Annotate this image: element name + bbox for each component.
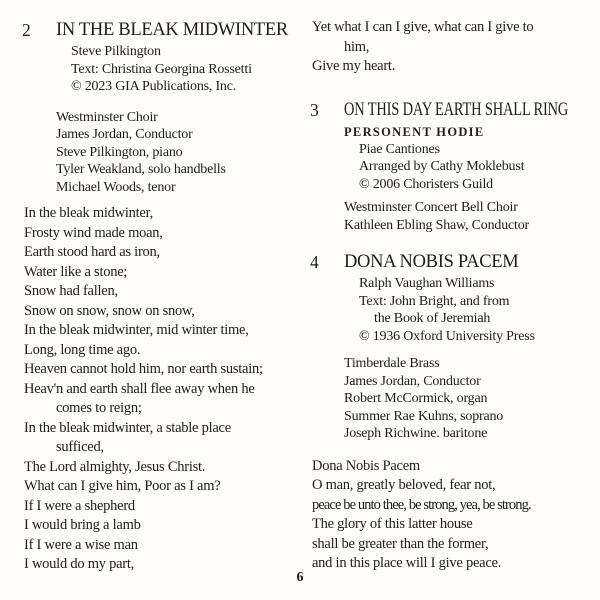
credit-line: © 2023 GIA Publications, Inc.: [71, 79, 237, 94]
lyric-line: and in this place will I give peace.: [312, 555, 502, 571]
lyric-line: Long, long time ago.: [24, 341, 141, 358]
track-2-header: [22, 17, 308, 43]
performer-line: James Jordan, Conductor: [344, 373, 481, 389]
track-4-performers: [310, 355, 598, 443]
lyric-line: comes to reign;: [56, 400, 142, 416]
lyric-line: The Lord almighty, Jesus Christ.: [24, 458, 206, 475]
track-4-lyrics: [310, 457, 598, 574]
track-subtitle: PERSONENT HODIE: [344, 124, 485, 139]
credit-line: the Book of Jeremiah: [374, 311, 491, 326]
track-3-section: [310, 97, 598, 235]
performer-line: James Jordan, Conductor: [56, 127, 193, 142]
lyric-line: Yet what I can I give, what can I give to: [312, 19, 534, 35]
performer-line: Summer Rae Kuhns, soprano: [344, 408, 504, 424]
credit-line: © 1936 Oxford University Press: [359, 328, 535, 344]
performer-line: Westminster Concert Bell Choir: [344, 200, 518, 215]
credit-line: Arranged by Cathy Moklebust: [359, 159, 525, 174]
lyric-line: In the bleak midwinter,: [24, 205, 153, 221]
lyric-line: Dona Nobis Pacem: [312, 457, 420, 474]
track-2-section: [22, 17, 308, 575]
performer-line: Westminster Choir: [56, 109, 158, 125]
lyric-line: Heav'n and earth shall flee away when he: [24, 380, 255, 397]
track-4-header: [310, 249, 598, 275]
performer-line: Kathleen Ebling Shaw, Conductor: [344, 217, 529, 233]
left-column: [22, 17, 308, 575]
track-4-section: [310, 249, 598, 574]
lyric-line: Earth stood hard as iron,: [24, 244, 160, 260]
credit-line: © 2006 Choristers Guild: [359, 176, 493, 192]
credit-line: Piae Cantiones: [359, 141, 440, 157]
track-3-credits: [310, 141, 598, 194]
lyric-line: Frosty wind made moan,: [24, 224, 163, 241]
credit-line: Text: Christina Georgina Rossetti: [71, 61, 252, 77]
lyric-line: Water like a stone;: [24, 263, 128, 280]
lyric-line: Heaven cannot hold him, nor earth sustain;: [24, 361, 263, 377]
lyric-line: In the bleak midwinter, mid winter time,: [24, 322, 249, 338]
track-2-lyrics-continued: [310, 18, 598, 77]
track-2-lyrics: [22, 204, 308, 575]
track-2-performers: [22, 109, 308, 197]
track-3-header: [310, 97, 598, 123]
lyric-line: The glory of this latter house: [312, 516, 473, 532]
track-number: 4: [310, 252, 319, 272]
performer-line: Timberdale Brass: [344, 356, 440, 371]
right-column: [310, 18, 598, 574]
page-number: 6: [296, 570, 304, 585]
performer-line: Joseph Richwine. baritone: [344, 426, 488, 441]
performer-line: Steve Pilkington, piano: [56, 144, 183, 160]
lyric-line: I would do my part,: [24, 556, 135, 572]
lyric-line: shall be greater than the former,: [312, 535, 489, 552]
performer-line: Robert McCormick, organ: [344, 391, 488, 406]
lyric-line: In the bleak midwinter, a stable place: [24, 419, 231, 436]
lyric-line: What can I give him, Poor as I am?: [24, 478, 221, 494]
lyric-line: I would bring a lamb: [24, 517, 141, 533]
track-3-performers: [310, 199, 598, 234]
performer-line: Michael Woods, tenor: [56, 179, 176, 195]
credit-line: Ralph Vaughan Williams: [359, 276, 495, 291]
lyric-line: Snow on snow, snow on snow,: [24, 302, 195, 319]
track-number: 3: [310, 99, 319, 120]
track-4-credits: [310, 275, 598, 345]
credit-line: Steve Pilkington: [71, 44, 161, 59]
credit-line: Text: John Bright, and from: [359, 293, 510, 309]
track-title: DONA NOBIS PACEM: [344, 252, 519, 272]
lyric-line: sufficed,: [56, 439, 104, 455]
lyric-line: peace be unto thee, be strong, yea, be strong.: [312, 496, 531, 513]
track-title: ON THIS DAY EARTH SHALL RING: [344, 99, 569, 120]
track-2-credits: [22, 43, 308, 96]
lyric-line: him,: [344, 38, 370, 55]
track-number: 2: [22, 20, 31, 40]
performer-line: Tyler Weakland, solo handbells: [56, 162, 226, 177]
lyric-line: If I were a wise man: [24, 536, 138, 553]
track-title: IN THE BLEAK MIDWINTER: [56, 20, 288, 40]
lyric-line: Snow had fallen,: [24, 283, 118, 299]
lyric-line: Give my heart.: [312, 58, 396, 74]
lyric-line: If I were a shepherd: [24, 497, 135, 514]
lyric-line: O man, greatly beloved, fear not,: [312, 477, 496, 493]
